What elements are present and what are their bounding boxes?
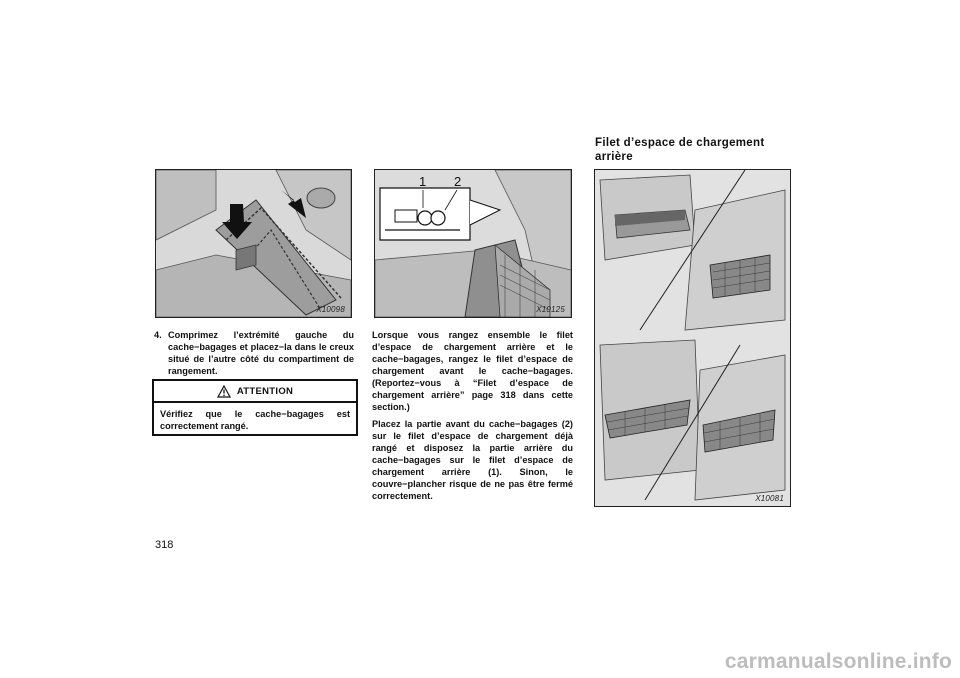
watermark: carmanualsonline.info — [724, 650, 952, 673]
figure-rear-cargo-net — [594, 169, 791, 507]
paragraph: Placez la partie avant du cache−bagages (2) sur le filet d’espace de chargement déjà rangé et disposez la partie arrière du cache−bagages sur le filet d’espace de chargement arrière (1). Sinon, le couvre−plancher risque de ne pas être fermé correctement. — [372, 419, 573, 501]
step-4 — [154, 329, 354, 377]
top-right-view — [685, 190, 785, 330]
figure-code: X10125 — [536, 305, 565, 314]
storage-instructions — [372, 329, 573, 507]
figure-code: X10081 — [755, 494, 784, 503]
figure-cargo-cover-compress — [155, 169, 352, 318]
caution-title: ATTENTION — [236, 385, 294, 397]
paragraph: Lorsque vous rangez ensemble le filet d’espace de chargement arrière et le cache−bagages, rangez le filet d’espace de chargement avant le cache−bagages. (Reportez−vous à “Filet d’espace de chargement arrière” page 318 dans cette section.) — [372, 330, 573, 412]
cover-net-illustration — [375, 170, 571, 317]
section-title: Filet d’espace de chargement arrière — [595, 137, 765, 163]
caution-box — [152, 379, 358, 436]
warning-icon — [217, 385, 231, 398]
bottom-left-view — [600, 340, 700, 480]
cargo-net-illustration — [595, 170, 790, 506]
page-number: 318 — [155, 539, 174, 551]
figure-cover-and-net-storage — [374, 169, 572, 318]
step-number: 4. — [154, 330, 162, 340]
callout-2: 2 — [454, 174, 462, 189]
step-text: Comprimez l’extrémité gauche du cache−bagages et placez−la dans le creux situé de l’autre côté du compartiment de rangement. — [168, 330, 354, 376]
callout-1: 1 — [419, 174, 427, 189]
bottom-right-view — [695, 355, 785, 500]
figure-code: X10098 — [316, 305, 345, 314]
caution-header — [154, 381, 356, 403]
top-left-view — [600, 175, 695, 260]
cargo-cover-illustration — [156, 170, 351, 317]
caution-text: Vérifiez que le cache−bagages est correctement rangé. — [160, 409, 350, 431]
